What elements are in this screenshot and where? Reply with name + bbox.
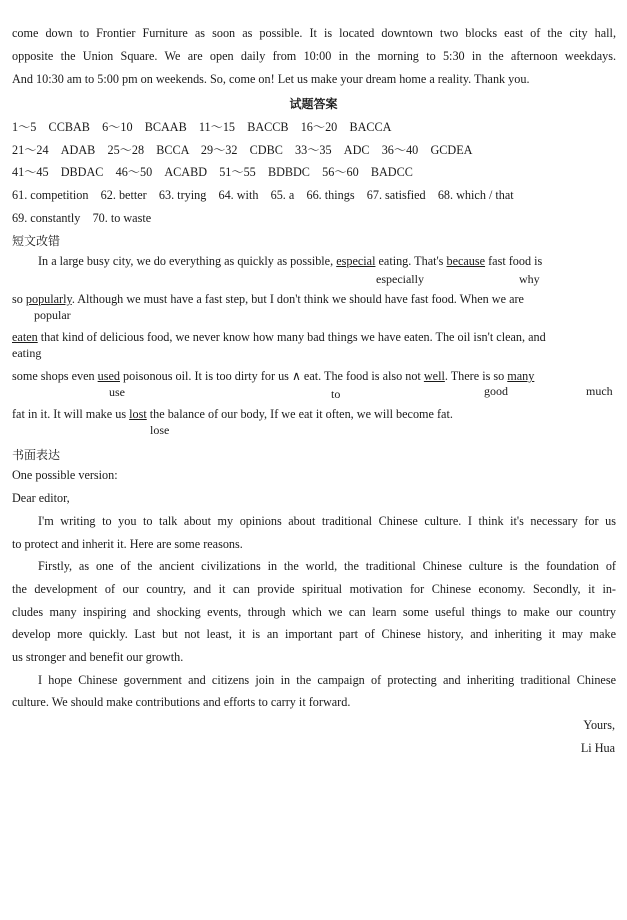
correction-fix: popular bbox=[34, 308, 71, 322]
correction-fix: much bbox=[586, 384, 613, 398]
correction-line-2: so popularly. Although we must have a fast step, but I don't think we should have fast food. When we are bbox=[12, 292, 524, 306]
essay-p2-line-5: us stronger and benefit our growth. bbox=[12, 650, 184, 664]
error-word: eaten bbox=[12, 330, 38, 344]
closing: Yours, bbox=[583, 718, 615, 732]
correction-fix: good bbox=[484, 384, 508, 398]
answer-line-4: 61. competition 62. better 63. trying 64. with 65. a 66. things 67. satisfied 68. which / that bbox=[12, 188, 514, 202]
correction-fix: eating bbox=[12, 346, 42, 360]
error-word: because bbox=[446, 254, 486, 268]
correction-fix: to bbox=[331, 387, 341, 401]
error-word: especial bbox=[336, 254, 376, 268]
essay-p1-line-1: I'm writing to you to talk about my opinions about traditional Chinese culture. I think it's necessary for us bbox=[38, 514, 616, 528]
correction-line-3: eaten that kind of delicious food, we never know how many bad things we have eaten. The oil isn't clean, and bbox=[12, 330, 546, 344]
answer-line-5: 69. constantly 70. to waste bbox=[12, 211, 152, 225]
answer-line-3: 41～45 DBDAC 46～50 ACABD 51～55 BDBDC 56～60 BADCC bbox=[12, 165, 413, 179]
writing-heading: 书面表达 bbox=[12, 448, 61, 462]
error-word: many bbox=[507, 369, 535, 383]
error-word: popularly bbox=[25, 292, 72, 306]
version-label: One possible version: bbox=[12, 468, 118, 482]
answer-line-2: 21～24 ADAB 25～28 BCCA 29～32 CDBC 33～35 ADC 36～40 GCDEA bbox=[12, 143, 473, 157]
top-paragraph-line-1: come down to Frontier Furniture as soon as possible. It is located downtown two blocks east of the city hall, bbox=[12, 26, 616, 40]
error-word: well bbox=[423, 369, 445, 383]
correction-heading: 短文改错 bbox=[12, 234, 61, 248]
error-word: used bbox=[97, 369, 120, 383]
essay-p2-line-1: Firstly, as one of the ancient civilizations in the world, the traditional Chinese culture is the foundation of bbox=[38, 559, 616, 573]
correction-fix: especially bbox=[376, 272, 424, 286]
correction-fix: why bbox=[519, 272, 540, 286]
top-paragraph-line-2: opposite the Union Square. We are open daily from 10:00 in the morning to 5:30 in the afternoon weekdays. bbox=[12, 49, 616, 63]
salutation: Dear editor, bbox=[12, 491, 70, 505]
correction-line-5: fat in it. It will make us lost the balance of our body, If we eat it often, we will become fat. bbox=[12, 407, 453, 421]
correction-fix: lose bbox=[150, 423, 170, 437]
essay-p3-line-2: culture. We should make contributions and efforts to carry it forward. bbox=[12, 695, 351, 709]
correction-fix: use bbox=[109, 385, 125, 399]
correction-line-4: some shops even used poisonous oil. It is too dirty for us ∧ eat. The food is also not well. There is so many bbox=[12, 369, 535, 383]
essay-p1-line-2: to protect and inherit it. Here are some reasons. bbox=[12, 537, 243, 551]
correction-line-1: In a large busy city, we do everything as quickly as possible, especial eating. That's because fast food is bbox=[38, 254, 543, 268]
answer-line-1: 1～5 CCBAB 6～10 BCAAB 11～15 BACCB 16～20 BACCA bbox=[12, 120, 392, 134]
essay-p2-line-4: develop more quickly. Last but not least, it is an important part of Chinese history, and inheriting it may make bbox=[12, 627, 616, 641]
error-word: lost bbox=[129, 407, 147, 421]
essay-p2-line-3: cludes many inspiring and shocking events, through which we can learn some useful things to make our country bbox=[12, 605, 616, 619]
answers-title: 试题答案 bbox=[289, 97, 338, 111]
essay-p2-line-2: the development of our country, and it can provide spiritual motivation for Chinese economy. Secondly, it in- bbox=[12, 582, 616, 596]
top-paragraph-line-3: And 10:30 am to 5:00 pm on weekends. So, come on! Let us make your dream home a reality. Thank you. bbox=[12, 72, 530, 86]
essay-p3-line-1: I hope Chinese government and citizens join in the campaign of protecting and inheriting traditional Chinese bbox=[38, 673, 616, 687]
signature: Li Hua bbox=[580, 741, 615, 755]
